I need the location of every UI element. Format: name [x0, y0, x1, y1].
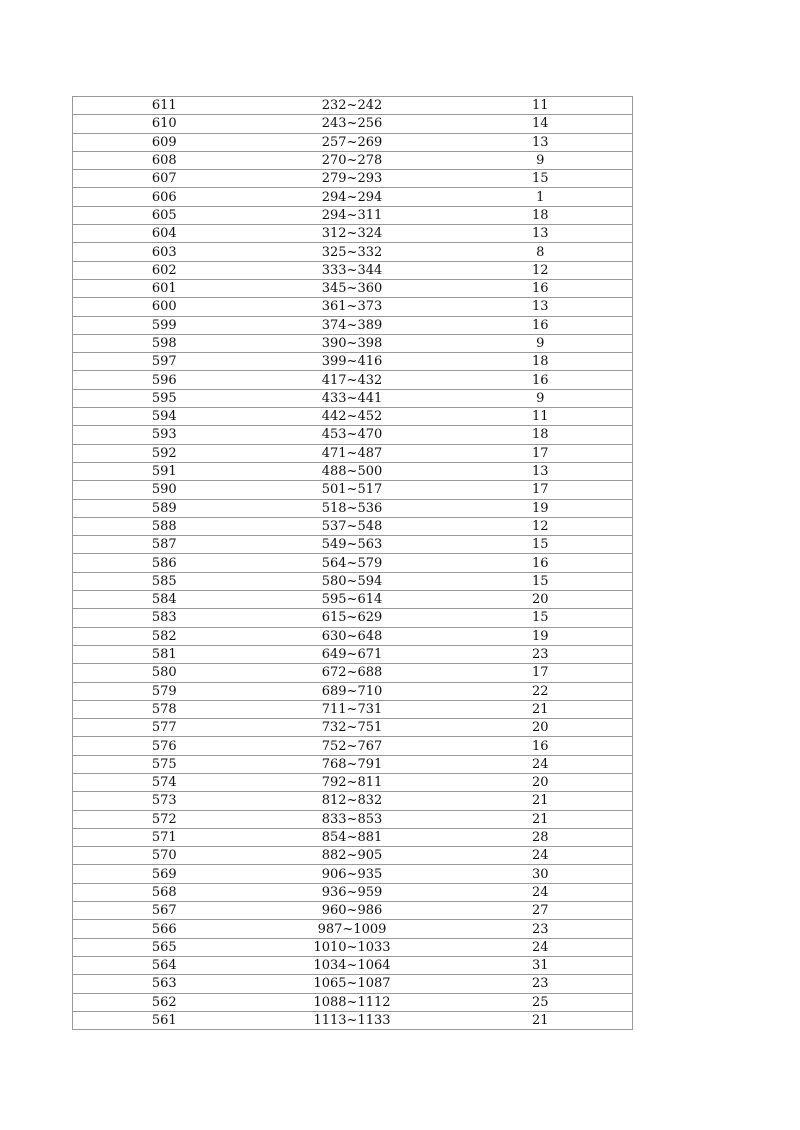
- cell-range: 768~791: [256, 755, 449, 773]
- table-row: [73, 408, 633, 426]
- cell-score: 571: [73, 828, 256, 846]
- table-row: [73, 371, 633, 389]
- table-row: [73, 499, 633, 517]
- cell-score: 591: [73, 462, 256, 480]
- cell-count: 13: [449, 133, 633, 151]
- cell-count: 11: [449, 97, 633, 115]
- cell-score: 570: [73, 847, 256, 865]
- cell-range: 1010~1033: [256, 938, 449, 956]
- cell-range: 936~959: [256, 883, 449, 901]
- cell-range: 270~278: [256, 151, 449, 169]
- table-row: [73, 865, 633, 883]
- cell-range: 882~905: [256, 847, 449, 865]
- table-row: [73, 225, 633, 243]
- cell-range: 243~256: [256, 115, 449, 133]
- cell-range: 488~500: [256, 462, 449, 480]
- cell-count: 17: [449, 444, 633, 462]
- cell-range: 1065~1087: [256, 975, 449, 993]
- cell-score: 572: [73, 810, 256, 828]
- cell-score: 598: [73, 334, 256, 352]
- cell-range: 960~986: [256, 902, 449, 920]
- cell-range: 672~688: [256, 664, 449, 682]
- cell-score: 564: [73, 956, 256, 974]
- cell-score: 562: [73, 993, 256, 1011]
- table-row: [73, 810, 633, 828]
- cell-range: 595~614: [256, 591, 449, 609]
- cell-count: 15: [449, 170, 633, 188]
- cell-range: 390~398: [256, 334, 449, 352]
- cell-range: 987~1009: [256, 920, 449, 938]
- cell-score: 611: [73, 97, 256, 115]
- table-row: [73, 902, 633, 920]
- table-row: [73, 261, 633, 279]
- cell-count: 24: [449, 883, 633, 901]
- table-row: [73, 298, 633, 316]
- cell-score: 596: [73, 371, 256, 389]
- cell-score: 585: [73, 572, 256, 590]
- cell-score: 573: [73, 792, 256, 810]
- cell-count: 8: [449, 243, 633, 261]
- cell-score: 593: [73, 426, 256, 444]
- cell-score: 579: [73, 682, 256, 700]
- table-row: [73, 956, 633, 974]
- cell-count: 17: [449, 664, 633, 682]
- table-row: [73, 170, 633, 188]
- cell-range: 630~648: [256, 627, 449, 645]
- cell-count: 17: [449, 481, 633, 499]
- cell-count: 21: [449, 810, 633, 828]
- score-rank-table: [72, 96, 633, 1030]
- cell-score: 566: [73, 920, 256, 938]
- cell-count: 16: [449, 554, 633, 572]
- table-row: [73, 554, 633, 572]
- cell-range: 1088~1112: [256, 993, 449, 1011]
- cell-count: 14: [449, 115, 633, 133]
- cell-score: 575: [73, 755, 256, 773]
- table-row: [73, 426, 633, 444]
- cell-count: 15: [449, 536, 633, 554]
- cell-score: 590: [73, 481, 256, 499]
- cell-count: 24: [449, 755, 633, 773]
- cell-count: 21: [449, 700, 633, 718]
- cell-score: 606: [73, 188, 256, 206]
- table-row: [73, 847, 633, 865]
- table-row: [73, 591, 633, 609]
- table-row: [73, 334, 633, 352]
- cell-count: 30: [449, 865, 633, 883]
- cell-range: 711~731: [256, 700, 449, 718]
- cell-range: 564~579: [256, 554, 449, 572]
- cell-count: 9: [449, 389, 633, 407]
- cell-count: 16: [449, 737, 633, 755]
- cell-count: 31: [449, 956, 633, 974]
- cell-count: 11: [449, 408, 633, 426]
- cell-score: 577: [73, 719, 256, 737]
- table-row: [73, 664, 633, 682]
- cell-count: 24: [449, 938, 633, 956]
- cell-count: 20: [449, 773, 633, 791]
- cell-score: 581: [73, 645, 256, 663]
- cell-count: 12: [449, 261, 633, 279]
- table-row: [73, 133, 633, 151]
- table-row: [73, 700, 633, 718]
- cell-score: 565: [73, 938, 256, 956]
- table-row: [73, 243, 633, 261]
- cell-score: 599: [73, 316, 256, 334]
- cell-count: 23: [449, 975, 633, 993]
- table-row: [73, 1011, 633, 1029]
- cell-range: 257~269: [256, 133, 449, 151]
- cell-count: 25: [449, 993, 633, 1011]
- cell-score: 609: [73, 133, 256, 151]
- cell-score: 588: [73, 517, 256, 535]
- cell-range: 689~710: [256, 682, 449, 700]
- table-row: [73, 792, 633, 810]
- cell-range: 833~853: [256, 810, 449, 828]
- cell-count: 28: [449, 828, 633, 846]
- cell-score: 568: [73, 883, 256, 901]
- cell-range: 812~832: [256, 792, 449, 810]
- cell-range: 580~594: [256, 572, 449, 590]
- cell-count: 22: [449, 682, 633, 700]
- cell-count: 20: [449, 719, 633, 737]
- cell-range: 471~487: [256, 444, 449, 462]
- cell-count: 20: [449, 591, 633, 609]
- table-row: [73, 828, 633, 846]
- table-body: [73, 97, 633, 1030]
- cell-count: 19: [449, 499, 633, 517]
- cell-count: 15: [449, 572, 633, 590]
- table-row: [73, 773, 633, 791]
- table-row: [73, 517, 633, 535]
- cell-range: 294~311: [256, 206, 449, 224]
- table-row: [73, 481, 633, 499]
- cell-range: 417~432: [256, 371, 449, 389]
- cell-score: 605: [73, 206, 256, 224]
- cell-score: 602: [73, 261, 256, 279]
- cell-score: 580: [73, 664, 256, 682]
- cell-range: 792~811: [256, 773, 449, 791]
- cell-score: 576: [73, 737, 256, 755]
- cell-count: 9: [449, 334, 633, 352]
- cell-count: 16: [449, 279, 633, 297]
- cell-range: 501~517: [256, 481, 449, 499]
- table-row: [73, 627, 633, 645]
- table-row: [73, 609, 633, 627]
- table-row: [73, 975, 633, 993]
- cell-score: 567: [73, 902, 256, 920]
- table-row: [73, 883, 633, 901]
- cell-range: 279~293: [256, 170, 449, 188]
- cell-count: 19: [449, 627, 633, 645]
- cell-score: 563: [73, 975, 256, 993]
- table-row: [73, 279, 633, 297]
- cell-score: 608: [73, 151, 256, 169]
- table-row: [73, 719, 633, 737]
- cell-count: 13: [449, 298, 633, 316]
- table-row: [73, 572, 633, 590]
- cell-score: 604: [73, 225, 256, 243]
- table-row: [73, 462, 633, 480]
- table-row: [73, 938, 633, 956]
- cell-score: 574: [73, 773, 256, 791]
- cell-range: 345~360: [256, 279, 449, 297]
- cell-range: 732~751: [256, 719, 449, 737]
- cell-range: 433~441: [256, 389, 449, 407]
- cell-range: 1113~1133: [256, 1011, 449, 1029]
- cell-range: 549~563: [256, 536, 449, 554]
- table-row: [73, 444, 633, 462]
- table-row: [73, 206, 633, 224]
- cell-count: 23: [449, 920, 633, 938]
- cell-count: 27: [449, 902, 633, 920]
- table-row: [73, 115, 633, 133]
- cell-range: 649~671: [256, 645, 449, 663]
- cell-count: 16: [449, 371, 633, 389]
- cell-range: 294~294: [256, 188, 449, 206]
- cell-score: 592: [73, 444, 256, 462]
- cell-score: 578: [73, 700, 256, 718]
- cell-range: 333~344: [256, 261, 449, 279]
- table-row: [73, 737, 633, 755]
- cell-range: 752~767: [256, 737, 449, 755]
- cell-score: 603: [73, 243, 256, 261]
- cell-score: 561: [73, 1011, 256, 1029]
- cell-range: 361~373: [256, 298, 449, 316]
- cell-count: 15: [449, 609, 633, 627]
- table-row: [73, 920, 633, 938]
- table-row: [73, 755, 633, 773]
- cell-count: 21: [449, 1011, 633, 1029]
- cell-score: 569: [73, 865, 256, 883]
- cell-score: 583: [73, 609, 256, 627]
- cell-score: 589: [73, 499, 256, 517]
- cell-range: 906~935: [256, 865, 449, 883]
- cell-range: 312~324: [256, 225, 449, 243]
- cell-score: 595: [73, 389, 256, 407]
- cell-score: 607: [73, 170, 256, 188]
- table-row: [73, 645, 633, 663]
- cell-score: 587: [73, 536, 256, 554]
- cell-count: 16: [449, 316, 633, 334]
- cell-range: 442~452: [256, 408, 449, 426]
- table-row: [73, 389, 633, 407]
- table-row: [73, 97, 633, 115]
- cell-score: 582: [73, 627, 256, 645]
- table-row: [73, 151, 633, 169]
- cell-score: 610: [73, 115, 256, 133]
- table-row: [73, 353, 633, 371]
- table-row: [73, 316, 633, 334]
- table-row: [73, 682, 633, 700]
- cell-score: 600: [73, 298, 256, 316]
- cell-count: 23: [449, 645, 633, 663]
- cell-count: 1: [449, 188, 633, 206]
- cell-count: 18: [449, 426, 633, 444]
- cell-score: 594: [73, 408, 256, 426]
- cell-count: 18: [449, 353, 633, 371]
- table-row: [73, 536, 633, 554]
- cell-count: 21: [449, 792, 633, 810]
- cell-range: 518~536: [256, 499, 449, 517]
- cell-range: 1034~1064: [256, 956, 449, 974]
- cell-range: 374~389: [256, 316, 449, 334]
- cell-count: 13: [449, 462, 633, 480]
- cell-range: 537~548: [256, 517, 449, 535]
- cell-score: 601: [73, 279, 256, 297]
- cell-count: 9: [449, 151, 633, 169]
- table-row: [73, 188, 633, 206]
- cell-score: 597: [73, 353, 256, 371]
- cell-count: 24: [449, 847, 633, 865]
- cell-count: 13: [449, 225, 633, 243]
- cell-score: 584: [73, 591, 256, 609]
- cell-range: 325~332: [256, 243, 449, 261]
- cell-range: 232~242: [256, 97, 449, 115]
- cell-range: 615~629: [256, 609, 449, 627]
- cell-count: 12: [449, 517, 633, 535]
- cell-range: 854~881: [256, 828, 449, 846]
- cell-score: 586: [73, 554, 256, 572]
- cell-count: 18: [449, 206, 633, 224]
- table-row: [73, 993, 633, 1011]
- cell-range: 399~416: [256, 353, 449, 371]
- cell-range: 453~470: [256, 426, 449, 444]
